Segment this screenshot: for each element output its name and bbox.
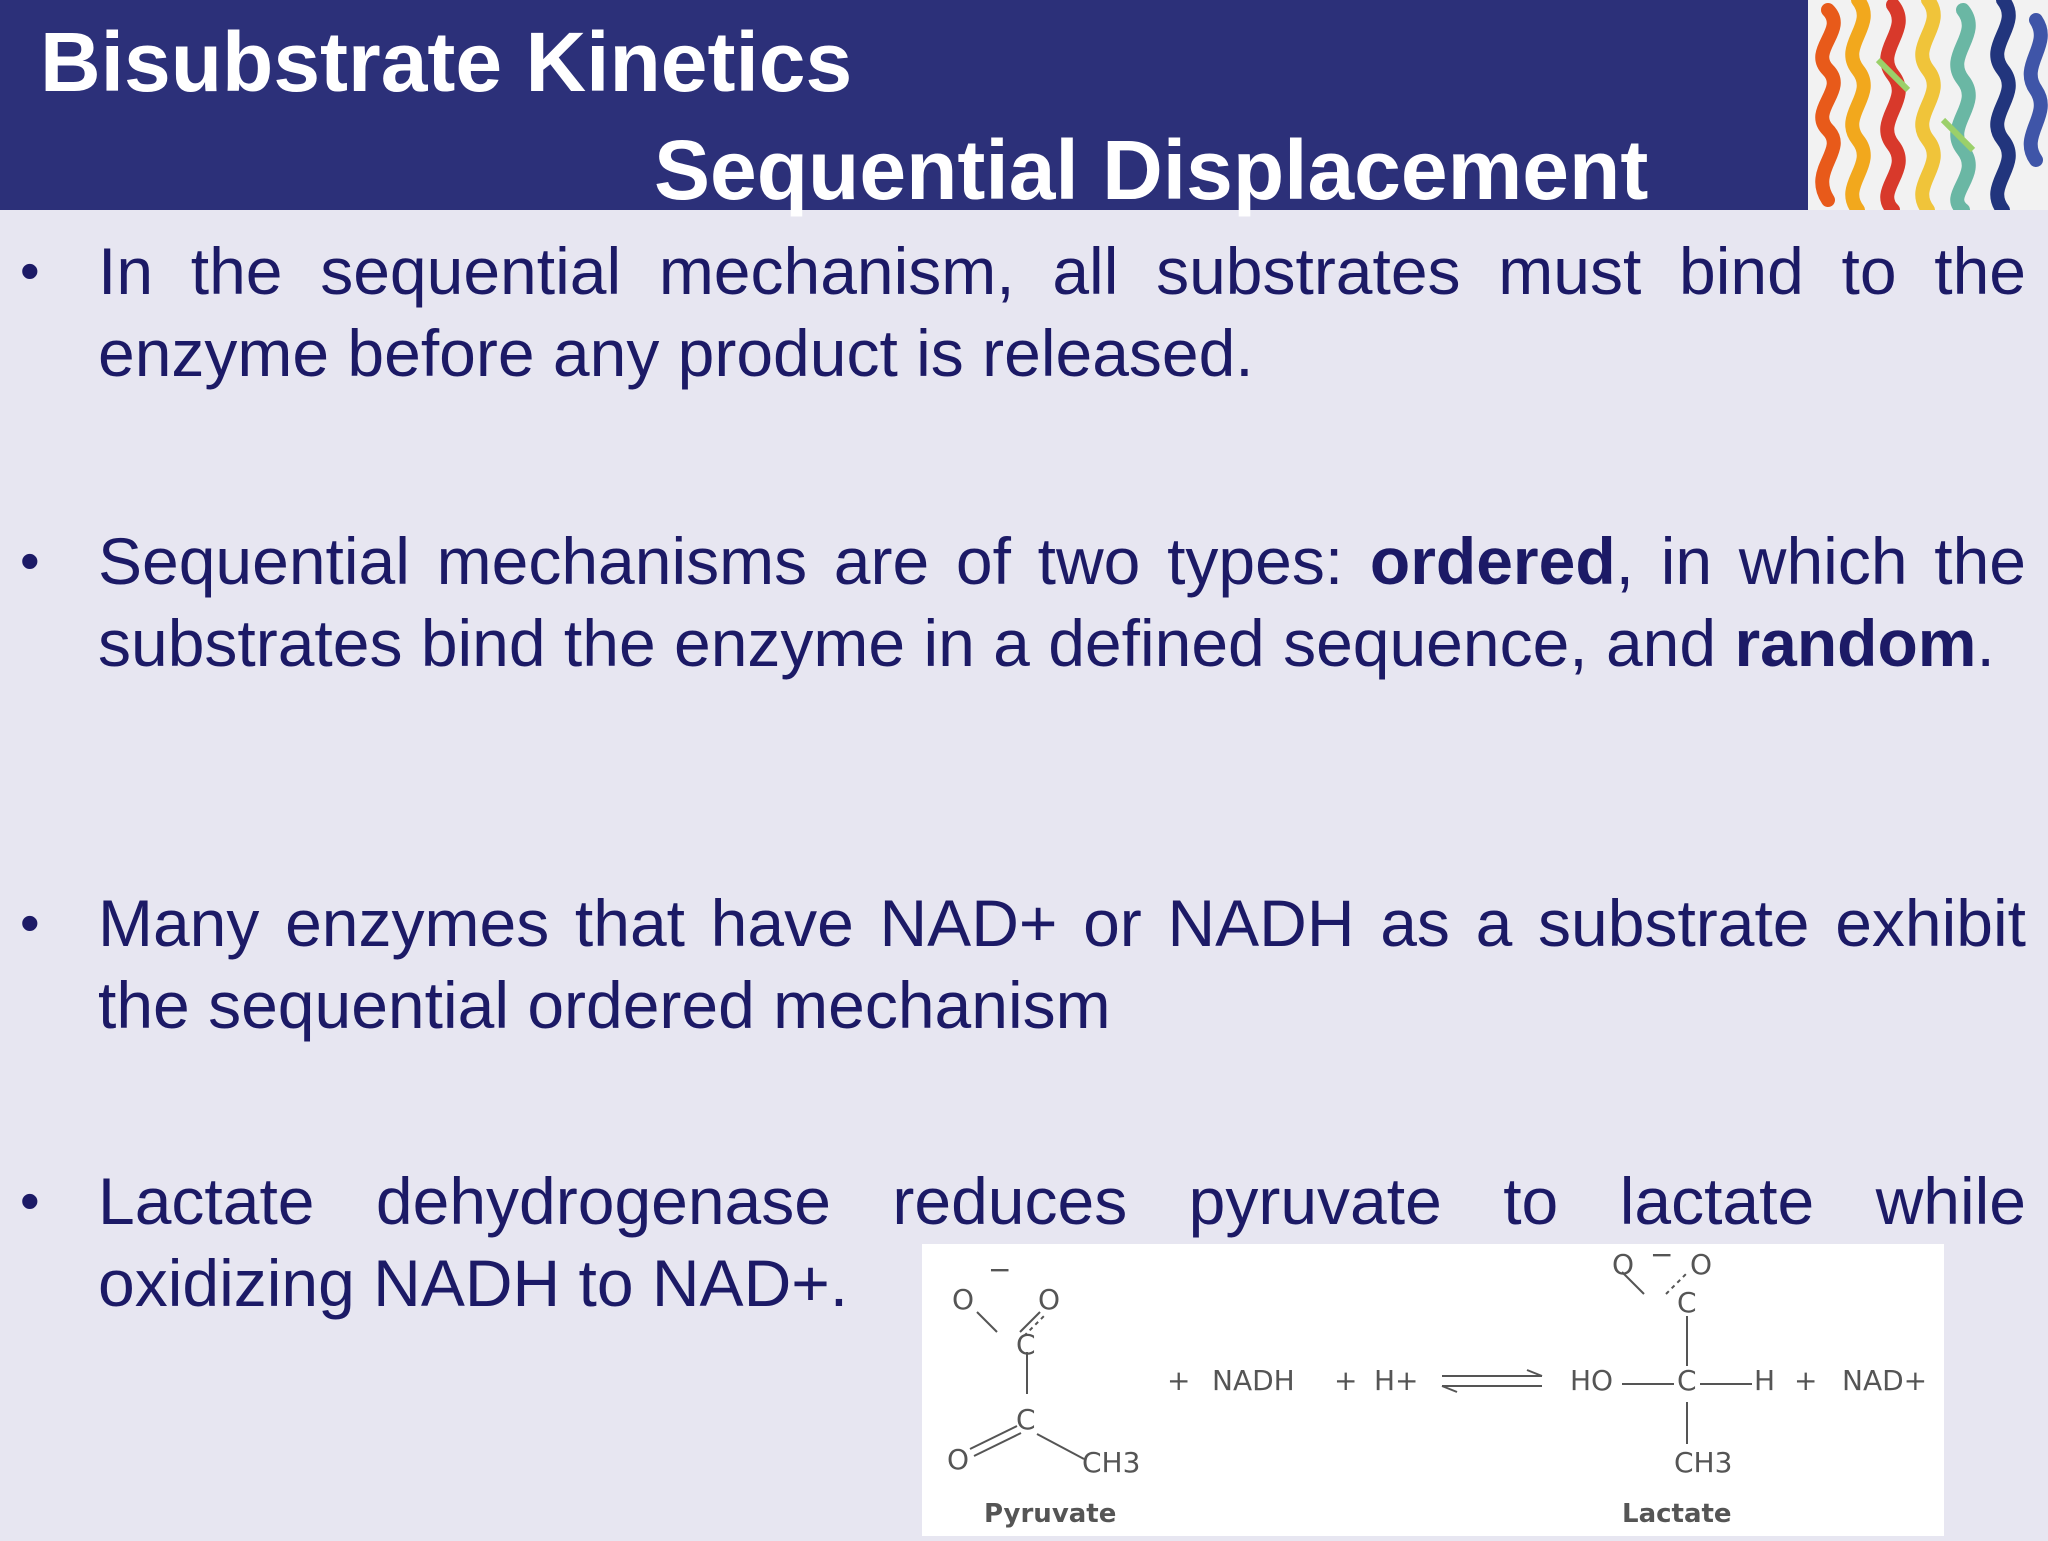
protein-ribbon-icon [1808,0,2048,210]
bold-term-random: random [1734,606,1977,680]
plus-sign: + [1794,1364,1818,1397]
oxygen-label: O [1612,1248,1635,1281]
bold-term-ordered: ordered [1369,524,1616,598]
hydrogen-label: H [1754,1364,1776,1397]
slide-subtitle: Sequential Displacement [654,123,1649,217]
bullet-dot-icon: • [20,239,40,302]
bullet-text: In the sequential mechanism, all substrates must bind to the enzyme before any product is released. [98,234,2026,390]
bullet-text: Sequential mechanisms are of two types: ordered, in which the substrates bind the enzyme in a defined sequence, and random. [98,524,2026,680]
methyl-label: CH3 [1674,1446,1733,1479]
methyl-label: CH3 [1082,1446,1141,1479]
nad-plus-label: NAD+ [1842,1364,1928,1397]
protein-structure-image [1808,0,2048,210]
lactate-label: Lactate [1622,1499,1732,1529]
plus-sign: + [1167,1364,1191,1397]
oxygen-label: O [1690,1248,1713,1281]
nadh-label: NADH [1212,1364,1295,1397]
pyruvate-label: Pyruvate [984,1499,1117,1529]
carbon-label: C [1016,1328,1036,1361]
slide-header [0,0,2048,217]
oxygen-label: O [952,1283,975,1316]
bullet-text: Lactate dehydrogenase reduces pyruvate to lactate while oxidizing NADH to NAD+. [98,1164,2026,1320]
bullet-dot-icon: • [20,891,40,954]
bullet-text: Many enzymes that have NAD+ or NADH as a substrate exhibit the sequential ordered mechanism [98,886,2026,1042]
bullet-dot-icon: • [20,1169,40,1232]
carbon-label: C [1677,1364,1697,1397]
oxygen-label: O [947,1443,970,1476]
bullet-dot-icon: • [20,529,40,592]
slide-title: Bisubstrate Kinetics [40,15,853,109]
carbon-label: C [1016,1403,1036,1436]
reaction-diagram [922,1244,1944,1536]
charge-label: − [1650,1244,1674,1271]
pyruvate-to-lactate-reaction [922,1244,1944,1536]
charge-label: − [988,1253,1012,1286]
hydroxyl-label: HO [1570,1364,1614,1397]
plus-sign: + [1334,1364,1358,1397]
proton-label: H+ [1374,1364,1419,1397]
oxygen-label: O [1038,1283,1061,1316]
carbon-label: C [1677,1286,1697,1319]
